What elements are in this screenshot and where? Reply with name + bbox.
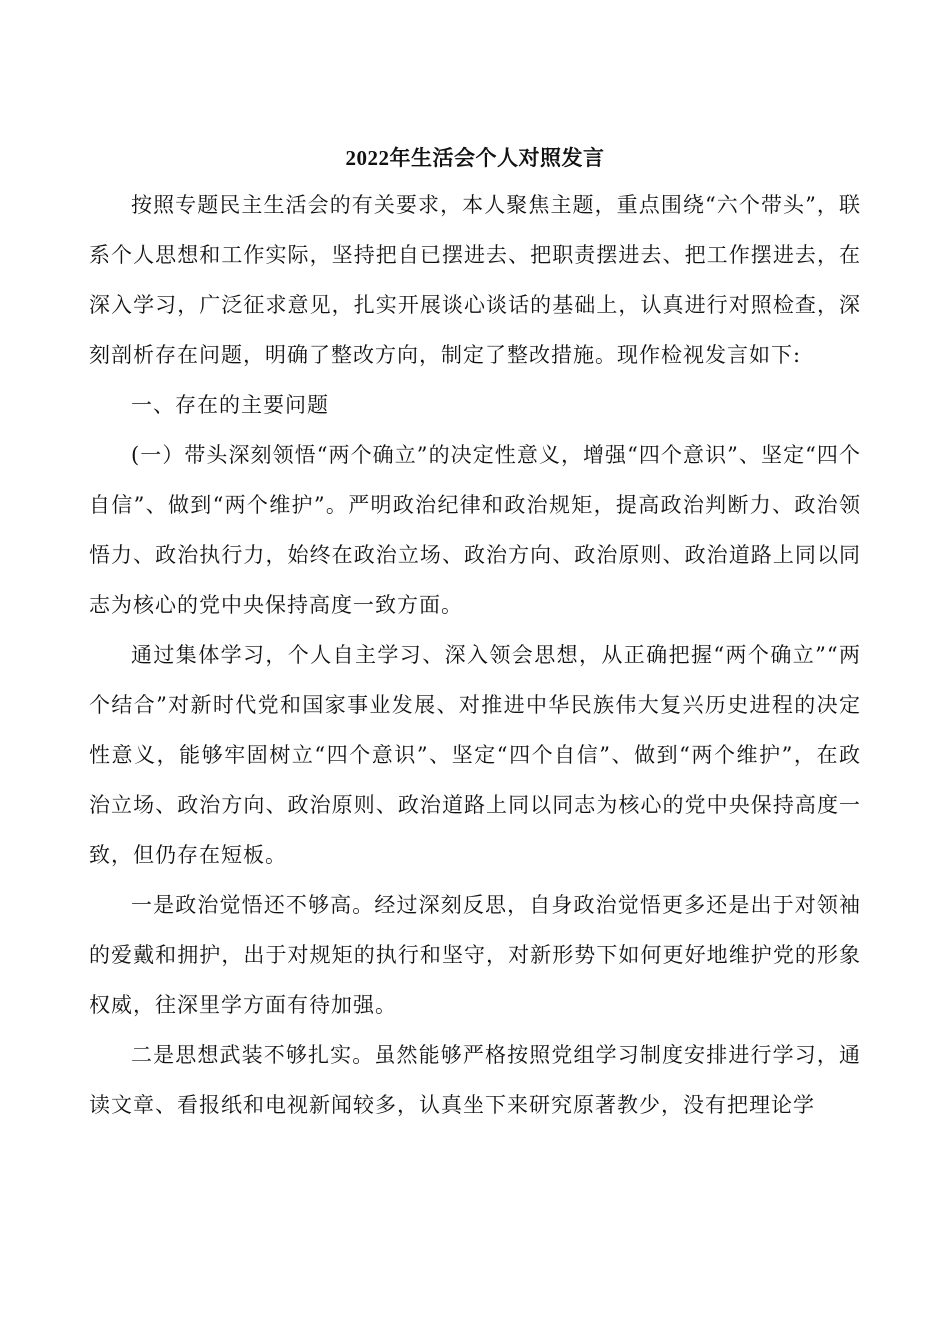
document-body [89,140,861,1130]
paragraph-point-one: 一是政治觉悟还不够高。经过深刻反思，自身政治觉悟更多还是出于对领袖的爱戴和拥护，出于对规矩的执行和坚守，对新形势下如何更好地维护党的形象权威，往深里学方面有待加强。 [89,893,861,1017]
document-title: 2022年生活会个人对照发言 [345,146,605,170]
paragraph-intro: 按照专题民主生活会的有关要求，本人聚焦主题，重点围绕“六个带头”，联系个人思想和工作实际，坚持把自已摆进去、把职责摆进去、把工作摆进去，在深入学习，广泛征求意见，扎实开展谈心谈话的基础上，认真进行对照检查，深刻剖析存在问题，明确了整改方向，制定了整改措施。现作检视发言如下: [89,193,861,367]
paragraph-item-one: (一）带头深刻领悟“两个确立”的决定性意义，增强“四个意识”、坚定“四个自信”、做到“两个维护”。严明政治纪律和政治规矩，提高政治判断力、政治领悟力、政治执行力，始终在政治立场、政治方向、政治原则、政治道路上同以同志为核心的党中央保持高度一致方面。 [89,443,861,617]
section-heading-problems: 一、存在的主要问题 [131,393,329,417]
paragraph-study-summary: 通过集体学习，个人自主学习、深入领会思想，从正确把握“两个确立”“两个结合”对新时代党和国家事业发展、对推进中华民族伟大复兴历史进程的决定性意义，能够牢固树立“四个意识”、坚定“四个自信”、做到“两个维护”，在政治立场、政治方向、政治原则、政治道路上同以同志为核心的党中央保持高度一致，但仍存在短板。 [89,643,861,867]
paragraph-point-two: 二是思想武装不够扎实。虽然能够严格按照党组学习制度安排进行学习，通读文章、看报纸和电视新闻较多，认真坐下来研究原著教少，没有把理论学 [89,1043,861,1117]
